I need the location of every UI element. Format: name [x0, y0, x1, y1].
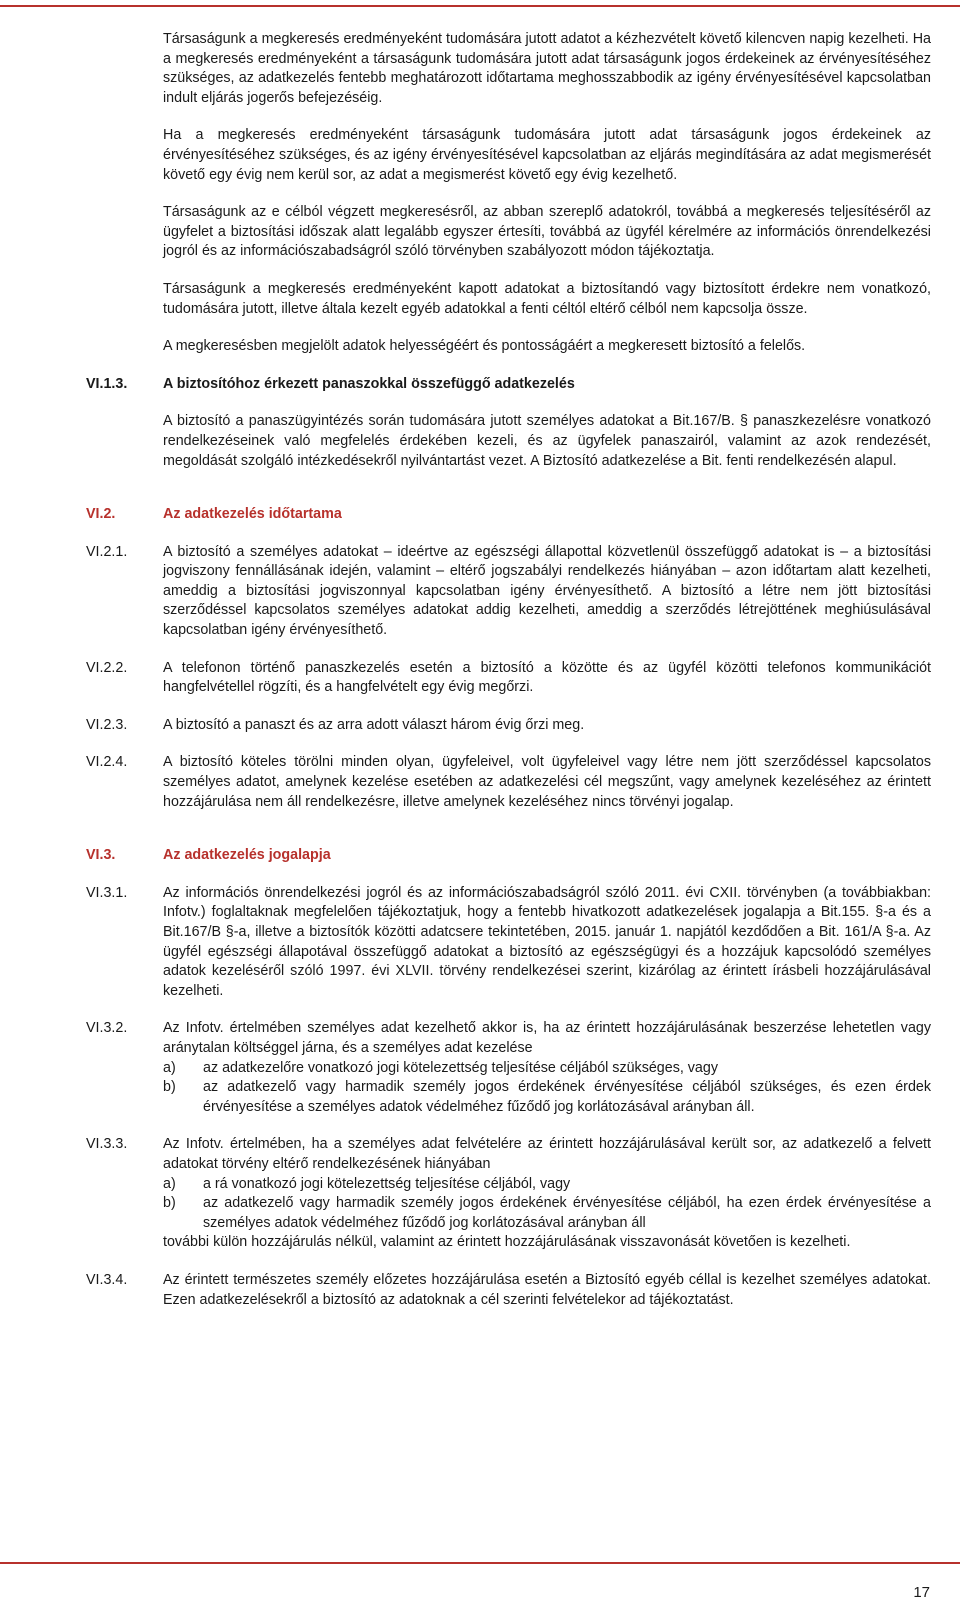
clause-vi-2-4: VI.2.4. A biztosító köteles törölni minden olyan, ügyfeleivel, volt ügyfeleivel vagy létre nem jött szerződéssel kapcsolatos személyes adatot, amelynek kezelése esetében az adatkezelési cél megszűnt, vagy amelynek kezeléséhez az érintett hozzájárulása nem áll rendelkezésre, illetve amelynek kezeléséhez nincs törvényi jogalap.	[0, 753, 960, 812]
list-item: b) az adatkezelő vagy harmadik személy jogos érdekének érvényesítése céljából, ha ezen érdek érvényesítése a személyes adatok védelméhez fűződő jog korlátozásával arányban áll	[163, 1195, 931, 1231]
clause-vi-3-4: VI.3.4. Az érintett természetes személy előzetes hozzájárulása esetén a Biztosító egyéb céllal is kezelhet személyes adatokat. Ezen adatkezelésekről a biztosító az adatoknak a cél szerinti felvételekor ad tájékoztatást.	[0, 1271, 960, 1310]
clause-number: VI.2.1.	[86, 543, 128, 560]
clause-number: VI.2.2.	[86, 659, 128, 676]
section-number: VI.1.3.	[86, 375, 128, 392]
clause-vi-2-1: VI.2.1. A biztosító a személyes adatokat – ideértve az egészségi állapottal közvetlenül összefüggő adatokat is – a biztosítási jogviszony fennállásának idején, valamint – eltérő jogszabályi rendelkezés hiányában – azon időtartam alatt kezelheti, ameddig a biztosítási jogviszonnyal kapcsolatban igény érvényesíthető. A biztosító a létre nem jött biztosítási szerződéssel kapcsolatos személyes adatokat addig kezelheti, ameddig a szerződés létrejöttének meghiúsulásával kapcsolatban igény érvényesíthető.	[0, 543, 960, 641]
top-rule	[0, 5, 960, 7]
page-number: 17	[913, 1584, 930, 1601]
section-number: VI.3.	[86, 847, 116, 864]
clause-vi-3-2: VI.3.2. Az Infotv. értelmében személyes adat kezelhető akkor is, ha az érintett hozzájárulásának beszerzése lehetetlen vagy aránytalan költséggel járna, és a személyes adat kezelése a) az adatkezelőre vonatkozó jogi kötelezettség teljesítése céljából szükséges, vagy b) az adatkezelő vagy harmadik személy jogos érdekének érvényesítése céljából szükséges, és ezen érdek érvényesítése a személyes adatok védelméhez fűződő jog korlátozásával arányban áll.	[0, 1019, 960, 1117]
section-paragraph-vi-1-3: A biztosító a panaszügyintézés során tudomására jutott személyes adatokat a Bit.167/B. § panaszkezelésre vonatkozó rendelkezéseinek való megfelelés érdekében kezeli, és az ügyfelek panaszairól, valamint az azok rendezését, megoldását szolgáló intézkedésekről nyilvántartást vezet. A Biztosító adatkezelése a Bit. fenti rendelkezésén alapul.	[163, 413, 931, 469]
clause-number: VI.3.1.	[86, 884, 128, 901]
section-title: Az adatkezelés időtartama	[163, 506, 342, 523]
clause-vi-2-2: VI.2.2. A telefonon történő panaszkezelés esetén a biztosító a közötte és az ügyfél közötti telefonos kommunikációt hangfelvétellel rögzíti, és a hangfelvételt egy évig megőrzi.	[0, 659, 960, 698]
clause-vi-3-1: VI.3.1. Az információs önrendelkezési jogról és az információszabadságról szóló 2011. évi CXII. törvényben (a továbbiakban: Infotv.) foglaltaknak megfelelően tájékoztatjuk, hogy a fentebb hivatkozott adatkezelések jogalapja a Bit.155. §-a és a Bit.167/B §-a, illetve a biztosítók közötti adatcsere tekintetében, 2015. január 1. napjától kezdődően a Bit. 161/A §-a. Az ügyfél egészségi állapotával összefüggő adatokat a biztosító az egészségügyi és a hozzájuk kapcsolódó személyes adatok kezeléséről szóló 1997. évi XLVII. törvény rendelkezései szerint, kizárólag az érintett írásbeli hozzájárulásával kezelheti.	[0, 884, 960, 1002]
section-heading-vi-3	[0, 846, 960, 866]
clause-number: VI.3.4.	[86, 1271, 128, 1288]
clause-vi-3-3: VI.3.3. Az Infotv. értelmében, ha a személyes adat felvételére az érintett hozzájárulásával került sor, az adatkezelő a felvett adatokat törvény eltérő rendelkezésének hiányában a) a rá vonatkozó jogi kötelezettség teljesítése céljából, vagy b) az adatkezelő vagy harmadik személy jogos érdekének érvényesítése céljából, ha ezen érdek érvényesítése a személyes adatok védelméhez fűződő jog korlátozásával arányban áll további külön hozzájárulás nélkül, valamint az érintett hozzájárulásának visszavonását követően is kezelheti.	[0, 1135, 960, 1253]
clause-number: VI.3.2.	[86, 1020, 128, 1037]
list-item: a) a rá vonatkozó jogi kötelezettség teljesítése céljából, vagy	[163, 1175, 571, 1192]
list-item: a) az adatkezelőre vonatkozó jogi kötelezettség teljesítése céljából szükséges, vagy	[163, 1059, 718, 1076]
intro-paragraph-4: Társaságunk a megkeresés eredményeként kapott adatokat a biztosítandó vagy biztosított érdekre nem vonatkozó, tudomására jutott, illetve általa kezelt egyéb adatokkal a fenti céltól eltérő célból nem kapcsolja össze.	[163, 280, 931, 317]
bottom-rule	[0, 1562, 960, 1564]
intro-paragraph-3: Társaságunk az e célból végzett megkeresésről, az abban szereplő adatokról, továbbá a megkeresés teljesítéséről az ügyfelet a biztosítási időszak alatt legalább egyszer értesíti, továbbá az ügyfél kérelmére az információs önrendelkezési jogról és az információszabadságról szóló törvényben szabályozott módon tájékoztatja.	[163, 204, 931, 260]
intro-paragraph-2: Ha a megkeresés eredményeként társaságunk tudomására jutott adat társaságunk jogos érdekeinek az érvényesítéséhez szükséges, és az igény érvényesítésével kapcsolatban az eljárás megindítására az adat megismerését követő egy évig nem kerül sor, az adat a megismerést követő egy évig kezelhető.	[163, 127, 931, 183]
document-body	[0, 30, 960, 1310]
list-item: b) az adatkezelő vagy harmadik személy jogos érdekének érvényesítése céljából szükséges, és ezen érdek érvényesítése a személyes adatok védelméhez fűződő jog korlátozásával arányban áll.	[163, 1079, 931, 1115]
clause-number: VI.3.3.	[86, 1136, 128, 1153]
section-heading-vi-2	[0, 505, 960, 525]
section-title: Az adatkezelés jogalapja	[163, 847, 331, 864]
clause-number: VI.2.3.	[86, 716, 128, 733]
clause-vi-2-3: VI.2.3. A biztosító a panaszt és az arra adott választ három évig őrzi meg.	[0, 716, 960, 736]
section-heading-vi-1-3	[0, 375, 960, 395]
section-number: VI.2.	[86, 506, 116, 523]
section-title: A biztosítóhoz érkezett panaszokkal összefüggő adatkezelés	[163, 375, 575, 392]
intro-paragraph-1: Társaságunk a megkeresés eredményeként tudomására jutott adatot a kézhezvételt követő kilencven napig kezelheti. Ha a megkeresés eredményeként a társaságunk tudomására jutott adat társaságunk jogos érdekeinek az érvényesítéséhez szükséges, az adatkezelés fentebb meghatározott időtartama meghosszabbodik az igény érvényesítésével kapcsolatban indult eljárás jogerős befejezéséig.	[163, 31, 931, 106]
clause-number: VI.2.4.	[86, 754, 128, 771]
intro-paragraph-5: A megkeresésben megjelölt adatok helyességéért és pontosságáért a megkeresett biztosító a felelős.	[163, 338, 806, 355]
